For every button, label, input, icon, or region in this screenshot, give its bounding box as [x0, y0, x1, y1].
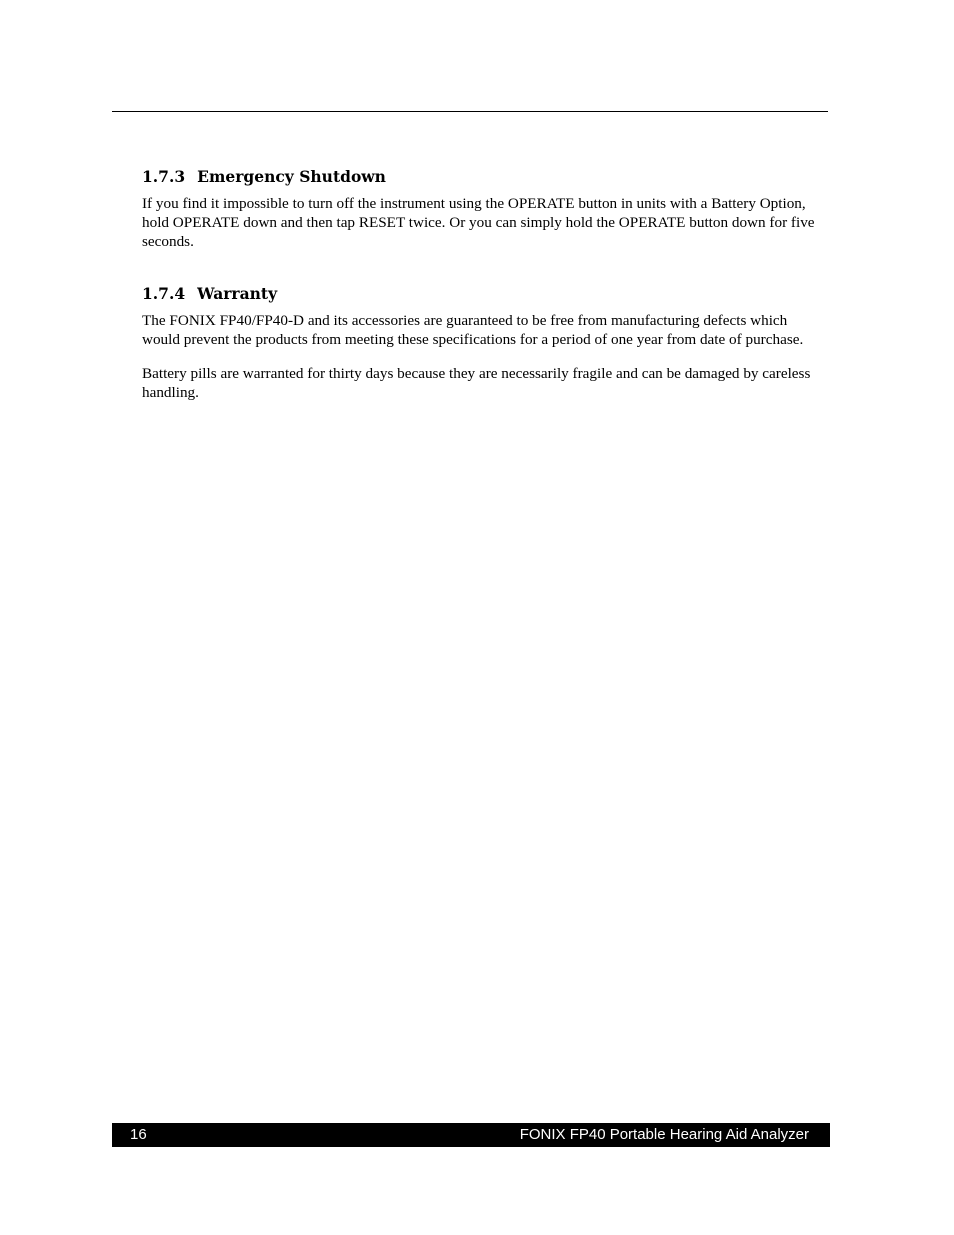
section-title: Emergency Shutdown [197, 167, 386, 186]
footer-title: FONIX FP40 Portable Hearing Aid Analyzer [519, 1126, 809, 1143]
paragraph: The FONIX FP40/FP40-D and its accessories are guaranteed to be free from manufacturing defects which would prevent the products from meeting these specifications for a period of one year from date of purchase. [142, 312, 804, 348]
page-content [142, 166, 826, 402]
section-emergency-shutdown [142, 166, 826, 251]
section-warranty [142, 283, 826, 402]
section-title: Warranty [197, 284, 278, 303]
section-number: 1.7.3 [142, 167, 186, 186]
page-number: 16 [130, 1126, 147, 1143]
section-heading [142, 283, 826, 305]
header-rule [112, 111, 828, 112]
section-number: 1.7.4 [142, 284, 186, 303]
section-heading [142, 166, 826, 188]
paragraph: If you find it impossible to turn off the instrument using the OPERATE button in units with a Battery Option, hold OPERATE down and then tap RESET twice. Or you can simply hold the OPERATE button down for five seconds. [142, 195, 815, 250]
paragraph: Battery pills are warranted for thirty days because they are necessarily fragile and can be damaged by careless handling. [142, 365, 811, 401]
footer-bar [112, 1123, 830, 1147]
